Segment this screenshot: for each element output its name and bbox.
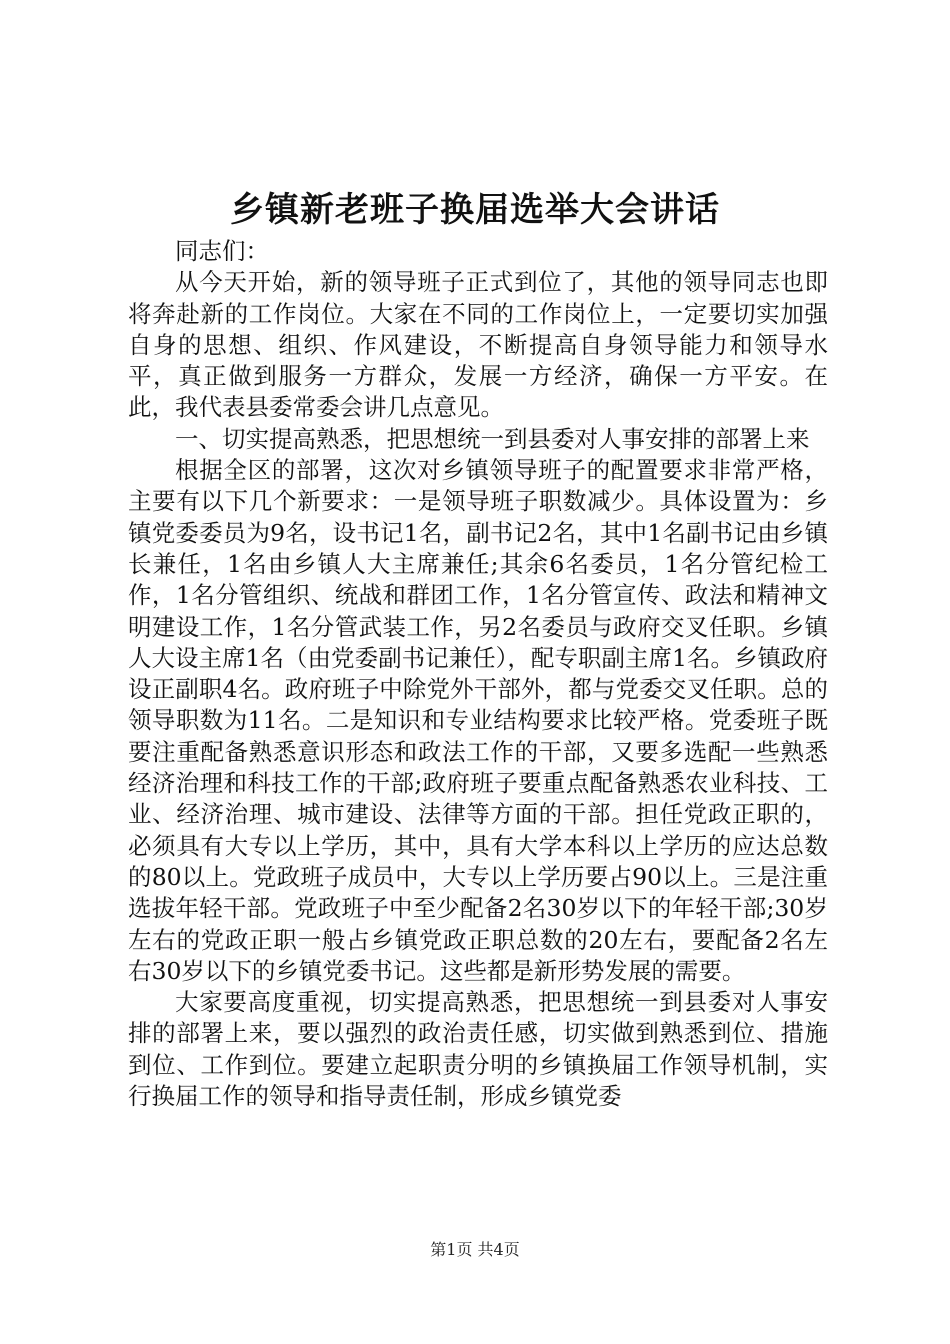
- intro-paragraph: 从今天开始，新的领导班子正式到位了，其他的领导同志也即将奔赴新的工作岗位。大家在不同的工作岗位上，一定要切实加强自身的思想、组织、作风建设，不断提高自身领导能力和领导水平，真正做到服务一方群众，发展一方经济，确保一方平安。在此，我代表县委常委会讲几点意见。: [128, 268, 828, 422]
- closing-paragraph: 大家要高度重视，切实提高熟悉，把思想统一到县委对人事安排的部署上来，要以强烈的政治责任感，切实做到熟悉到位、措施到位、工作到位。要建立起职责分明的乡镇换届工作领导机制，实行换届工作的领导和指导责任制，形成乡镇党委: [128, 988, 828, 1111]
- salutation-paragraph: 同志们：: [175, 237, 269, 265]
- requirements-paragraph: 根据全区的部署，这次对乡镇领导班子的配置要求非常严格，主要有以下几个新要求：一是领导班子职数减少。具体设置为：乡镇党委委员为9名，设书记1名，副书记2名，其中1名副书记由乡镇长兼任，1名由乡镇人大主席兼任;其余6名委员，1名分管纪检工作，1名分管组织、统战和群团工作，1名分管宣传、政法和精神文明建设工作，1名分管武装工作，另2名委员与政府交叉任职。乡镇人大设主席1名（由党委副书记兼任），配专职副主席1名。乡镇政府设正副职4名。政府班子中除党外干部外，都与党委交叉任职。总的领导职数为11名。二是知识和专业结构要求比较严格。党委班子既要注重配备熟悉意识形态和政法工作的干部，又要多选配一些熟悉经济治理和科技工作的干部;政府班子要重点配备熟悉农业科技、工业、经济治理、城市建设、法律等方面的干部。担任党政正职的，必须具有大专以上学历，其中，具有大学本科以上学历的应达总数的80以上。党政班子成员中，大专以上学历要占90以上。三是注重选拔年轻干部。党政班子中至少配备2名30岁以下的年轻干部;30岁左右的党政正职一般占乡镇党政正职总数的20左右，要配备2名左右30岁以下的乡镇党委书记。这些都是新形势发展的需要。: [128, 456, 828, 985]
- document-title: 乡镇新老班子换届选举大会讲话: [230, 190, 720, 230]
- section-heading-1: 一、切实提高熟悉，把思想统一到县委对人事安排的部署上来: [175, 424, 810, 453]
- page-number-footer: 第1页 共4页: [430, 1240, 520, 1259]
- document-body: [128, 236, 828, 1112]
